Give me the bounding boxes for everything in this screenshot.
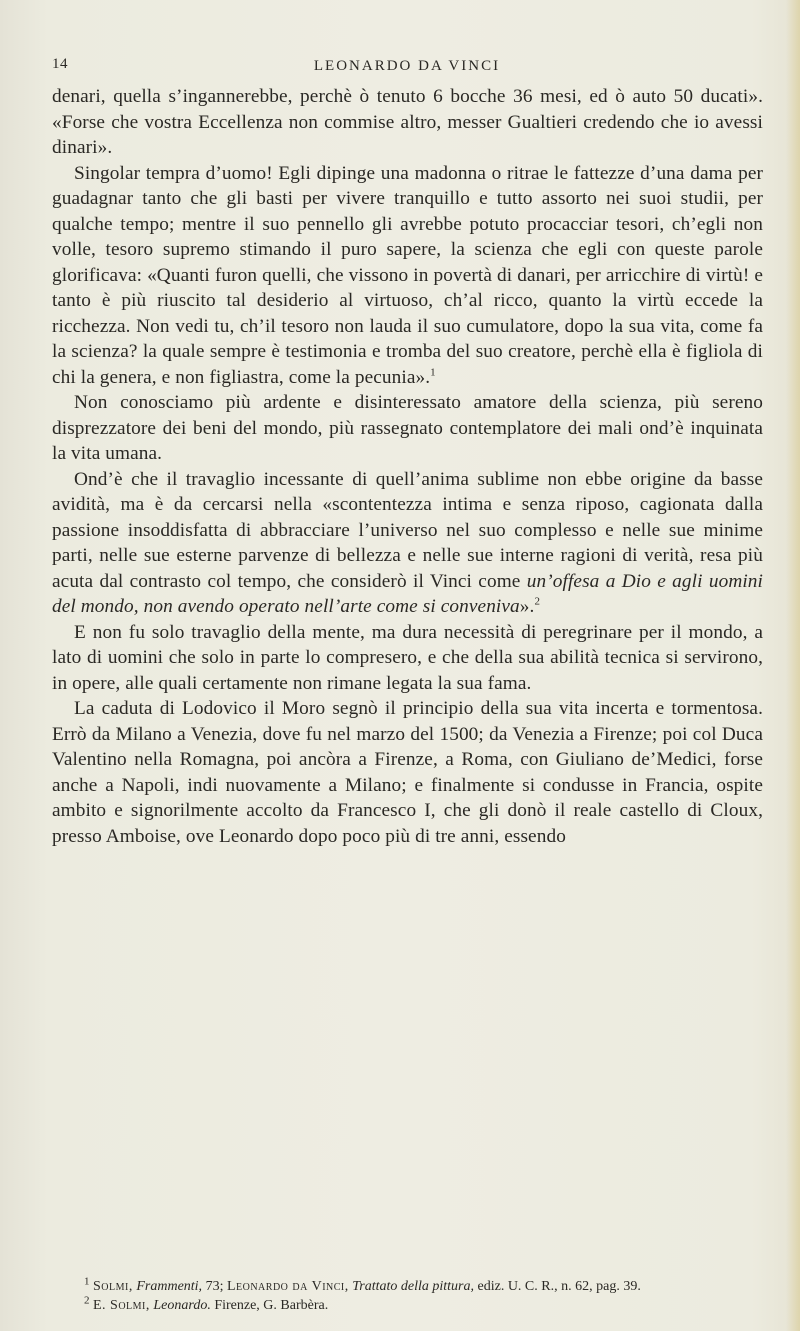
footnote-1-title-2: Trattato della pittura, — [352, 1279, 474, 1294]
paragraph-3: Non conosciamo più ardente e disinteressato amatore della scienza, più sereno disprezzatore dei beni del mondo, più rassegnato contemplatore dei mali ond’è inquinata la vita umana. — [52, 392, 763, 464]
footnote-1-pages: 73; — [205, 1279, 224, 1294]
italic-quote: un’offesa a Dio e agli uomini del mondo, non avendo operato nell’arte come si conveniva — [52, 570, 764, 617]
footnote-1 — [52, 1277, 763, 1296]
footnote-1-author-2: Leonardo da Vinci, — [226, 1279, 349, 1294]
paragraph-4-end: ». — [519, 596, 535, 617]
footnote-1-title: Frammenti, — [136, 1279, 203, 1294]
running-head: LEONARDO DA VINCI — [313, 58, 501, 74]
paragraph-1: denari, quella s’ingannerebbe, perchè ò tenuto 6 bocche 36 mesi, ed ò auto 50 ducati». «Forse che vostra Eccellenza non commise altro, messer Gualtieri credendo che io avessi dinari». — [52, 86, 763, 158]
paragraph-2-text: Singolar tempra d’uomo! Egli dipinge una madonna o ritrae le fattezze d’una dama per guadagnar tanto che gli basti per vivere tranquillo e tutto assorto nei suoi studii, per qualche tempo; mentre il suo pennello gli avrebbe potuto procacciar tesori, ch’egli non volle, tesoro supremo stimando il puro sapere, la scienza che egli con queste parole glorificava: «Quanti furon quelli, che vissono in povertà di danari, per arricchire di virtù! e tanto è più riuscito tal desiderio al virtuoso, ch’al ricco, quanto la virtù eccede la ricchezza. Non vedi tu, ch’il tesoro non lauda il suo cumulatore, dopo la sua vita, come fa la scienza? la quale sempre è testimonia e tromba del suo creatore, perchè ella è figliola di chi la genera, e non figliastra, come la pecunia». — [52, 162, 763, 388]
footnote-2-author: E. Solmi, — [93, 1298, 150, 1313]
paragraph-4 — [52, 467, 763, 620]
page-edge-stain — [786, 0, 800, 1331]
paragraph-4-text: Ond’è che il travaglio incessante di quell’anima sublime non ebbe origine da basse avidità, ma è da cercarsi nella «scontentezza intima e senza riposo, cagionata dalla passione insoddisfatta di abbracciare l’universo nel suo complesso e nelle sue minime parti, nelle sue esterne parvenze di bellezza e nelle sue interne ragioni di verità, resa più acuta dal contrasto col tempo, che considerò il Vinci come — [52, 468, 763, 592]
footnote-2 — [52, 1296, 763, 1315]
paragraph-5: E non fu solo travaglio della mente, ma dura necessità di peregrinare per il mondo, a lato di uomini che solo in parte lo compresero, e che della sua abilità tecnica si servirono, in opere, alle quali certamente non rimane legata la sua fama. — [52, 621, 763, 694]
paragraph-2 — [52, 161, 763, 391]
page-number: 14 — [52, 56, 68, 72]
body-text — [52, 84, 763, 849]
paragraph-6: La caduta di Lodovico il Moro segnò il principio della sua vita incerta e tormentosa. Errò da Milano a Venezia, dove fu nel marzo del 1500; da Venezia a Firenze; poi col Duca Valentino nella Romagna, poi ancòra a Firenze, a Roma, con Giuliano de’Medici, forse anche a Napoli, indi nuovamente a Milano; e finalmente si condusse in Francia, ospite ambito e signorilmente accolto da Francesco I, che gli donò il reale castello di Cloux, presso Amboise, ove Leonardo dopo poco più di tre anni, essendo — [52, 698, 763, 847]
footnote-ref-2: 2 — [534, 595, 541, 608]
footnote-1-author: Solmi, — [93, 1279, 133, 1294]
footnote-1-edition: ediz. U. C. R., n. 62, pag. 39. — [477, 1279, 641, 1294]
footnote-2-title: Leonardo. — [153, 1298, 211, 1313]
footnote-1-mark: 1 — [84, 1275, 90, 1288]
footnote-2-publisher: Firenze, G. Barbèra. — [214, 1298, 329, 1313]
footnotes — [52, 1277, 763, 1315]
footnote-2-mark: 2 — [84, 1294, 90, 1307]
footnote-ref-1: 1 — [430, 366, 436, 379]
page-header — [52, 56, 762, 80]
